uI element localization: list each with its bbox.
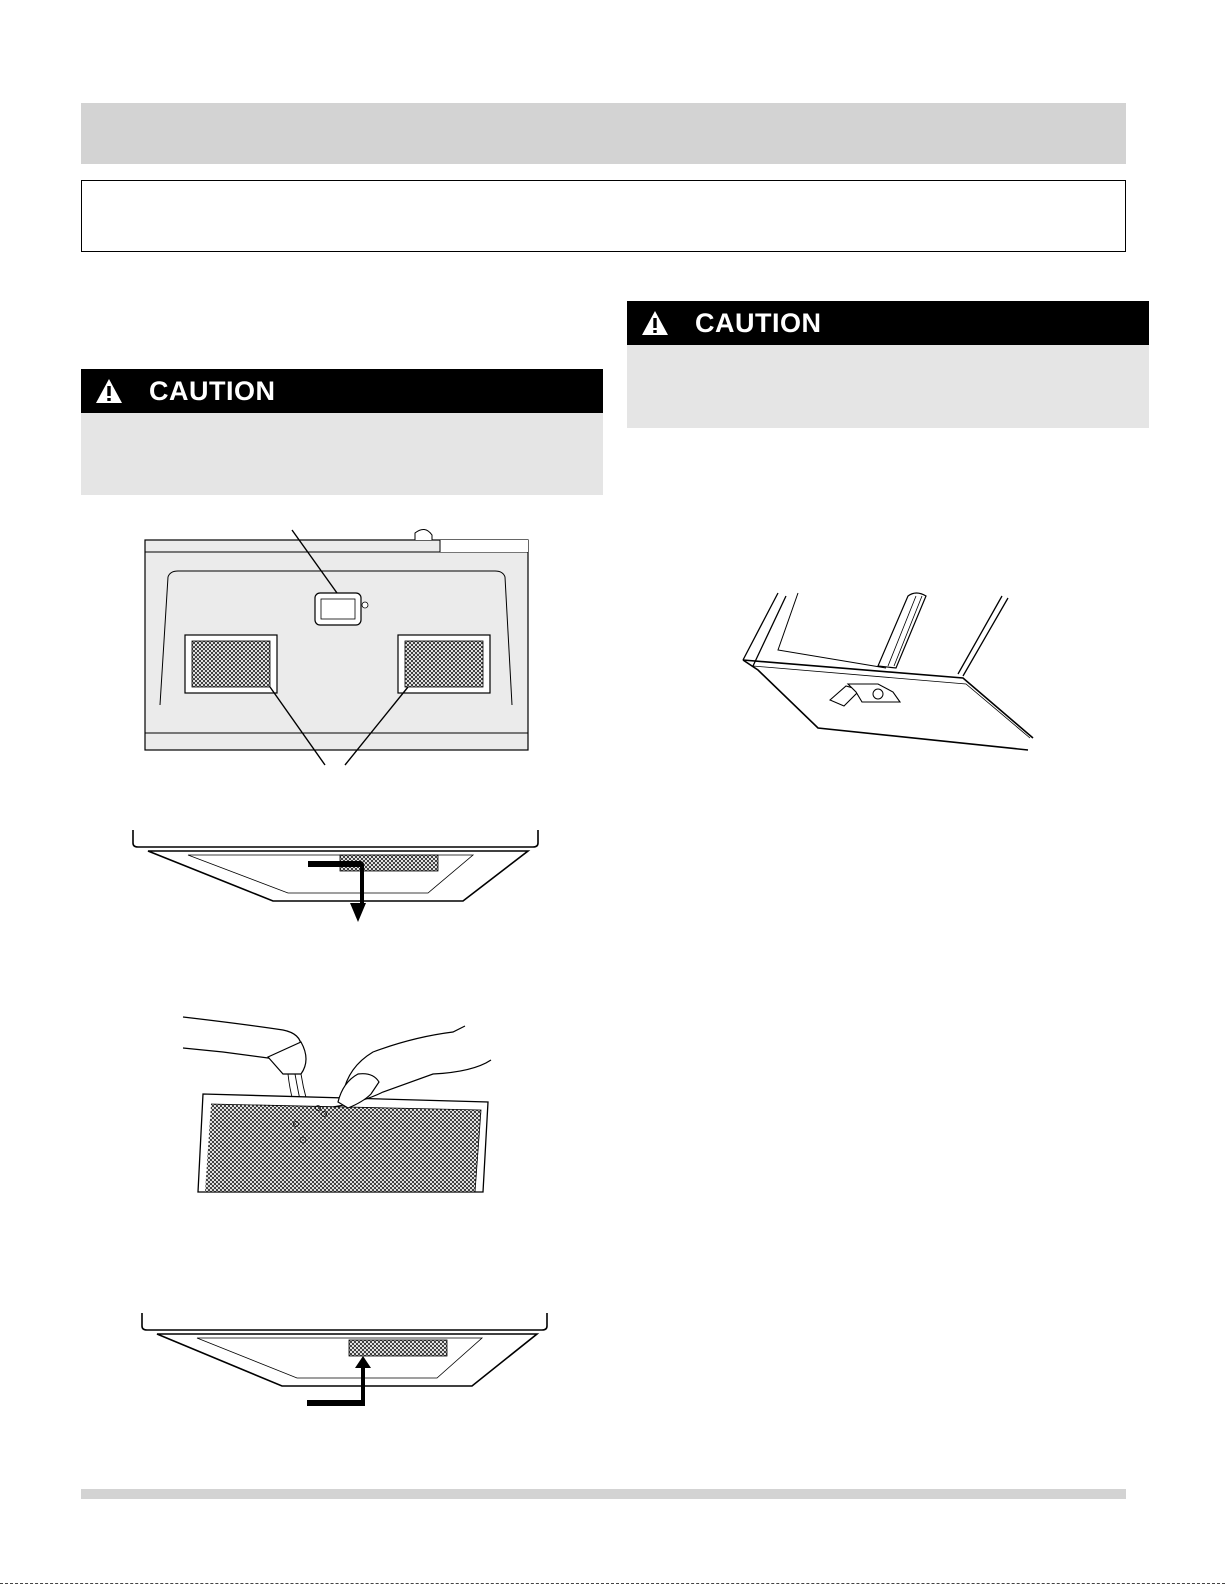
caution-block-left — [81, 369, 603, 495]
caution-block-right — [627, 301, 1149, 428]
caution-header — [81, 369, 603, 413]
note-box — [81, 180, 1126, 252]
figure-filter-washing — [183, 1012, 498, 1197]
caution-body — [81, 413, 603, 495]
figure-light-cover — [738, 588, 1038, 763]
header-band — [81, 103, 1126, 164]
caution-label: CAUTION — [695, 307, 822, 338]
figure-filter-reinstall — [137, 1308, 552, 1408]
caution-header — [627, 301, 1149, 345]
figure-oven-underside — [140, 525, 535, 765]
figure-filter-removal — [128, 825, 543, 925]
warning-triangle-icon — [95, 377, 123, 405]
caution-body — [627, 345, 1149, 428]
warning-triangle-icon — [641, 309, 669, 337]
footer-band — [81, 1489, 1126, 1499]
caution-label: CAUTION — [149, 375, 276, 406]
page-edge-dashed-line — [0, 1583, 1225, 1584]
